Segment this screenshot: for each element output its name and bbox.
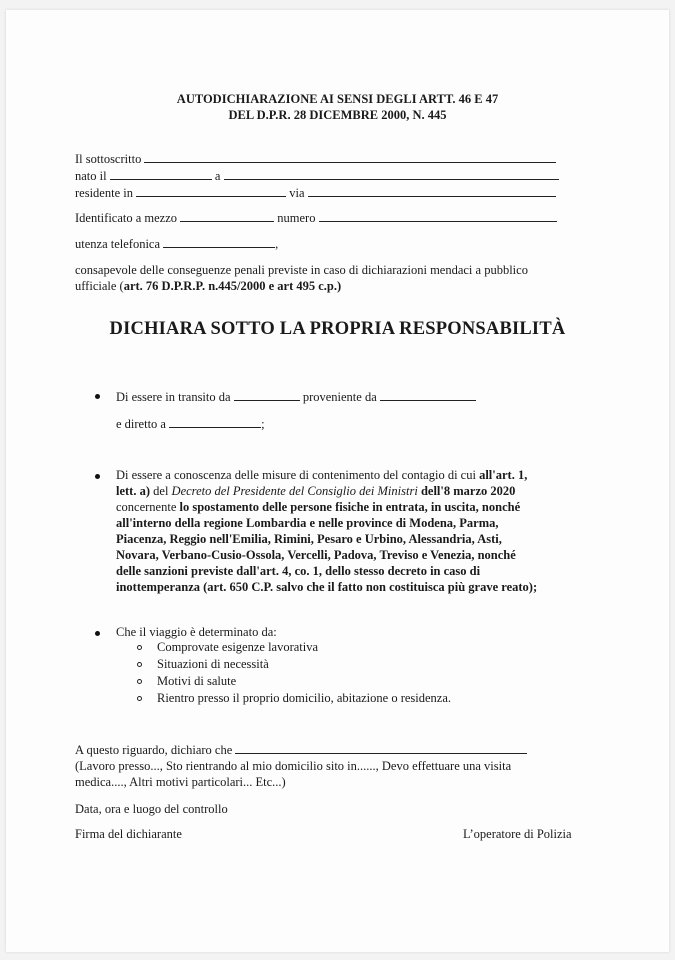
option-circle-icon[interactable] <box>137 645 142 650</box>
label-utenza: utenza telefonica <box>75 237 161 251</box>
consapevole-line1: consapevole delle conseguenze penali previste in caso di dichiarazioni mendaci a pubblico <box>75 263 528 277</box>
decree-bold: dell'8 marzo 2020 <box>417 484 516 498</box>
input-line-nato-il[interactable] <box>110 168 212 180</box>
viaggio-intro: Che il viaggio è determinato da: <box>116 625 277 639</box>
option-rientro[interactable]: Rientro presso il proprio domicilio, abitazione o residenza. <box>157 691 452 705</box>
decree-line1 <box>116 468 527 484</box>
decree-italic: Decreto del Presidente del Consiglio dei Ministri <box>171 484 418 498</box>
decree-text: concernente <box>116 500 180 514</box>
decree-bold: all'art. 1, <box>479 468 528 482</box>
label-nato-il: nato il <box>75 169 107 183</box>
decree-line6: Novara, Verbano-Cusio-Ossola, Vercelli, Padova, Treviso e Venezia, nonché <box>116 548 516 562</box>
label-identificato: Identificato a mezzo <box>75 211 178 225</box>
field-diretto[interactable] <box>116 416 265 432</box>
field-identificato[interactable] <box>75 210 557 226</box>
input-line-utenza[interactable] <box>163 236 275 248</box>
consapevole-bold: art. 76 D.P.R.P. n.445/2000 e art 495 c.p.) <box>123 279 342 293</box>
option-necessita[interactable]: Situazioni di necessità <box>157 657 269 671</box>
document-title-line1: AUTODICHIARAZIONE AI SENSI DEGLI ARTT. 46 E 47 <box>176 92 499 106</box>
decree-text: del <box>150 484 172 498</box>
consapevole-plain: ufficiale ( <box>75 279 124 293</box>
decree-line5: Piacenza, Reggio nell'Emilia, Rimini, Pesaro e Urbino, Alessandria, Asti, <box>116 532 502 546</box>
decree-bold: lett. a) <box>116 484 151 498</box>
option-salute[interactable]: Motivi di salute <box>157 674 237 688</box>
diretto-semicolon: ; <box>261 417 265 431</box>
input-line-numero[interactable] <box>319 210 557 222</box>
field-sottoscritto[interactable] <box>75 151 556 167</box>
decree-text: Di essere a conoscenza delle misure di contenimento del contagio di cui <box>116 468 480 482</box>
label-a: a <box>214 169 221 183</box>
consapevole-line2 <box>75 279 341 295</box>
utenza-comma: , <box>275 237 279 251</box>
document-title-line2: DEL D.P.R. 28 DICEMBRE 2000, N. 445 <box>228 108 447 122</box>
input-line-diretto[interactable] <box>169 416 261 428</box>
decree-line4: all'interno della regione Lombardia e nelle province di Modena, Parma, <box>116 516 499 530</box>
input-line-documento[interactable] <box>180 210 274 222</box>
label-transito: Di essere in transito da <box>116 390 231 404</box>
operatore-polizia: L’operatore di Polizia <box>463 827 572 841</box>
esempio-line2: medica...., Altri motivi particolari... Etc...) <box>75 775 286 789</box>
option-circle-icon[interactable] <box>137 662 142 667</box>
label-via: via <box>289 186 305 200</box>
label-residente-in: residente in <box>75 186 133 200</box>
field-transito[interactable] <box>116 389 476 405</box>
decree-bold: lo spostamento delle persone fisiche in entrata, in uscita, nonché <box>179 500 521 514</box>
decree-line2 <box>116 484 515 500</box>
input-line-luogo-nascita[interactable] <box>224 168 559 180</box>
decree-line8: inottemperanza (art. 650 C.P. salvo che il fatto non costituisca più grave reato); <box>116 580 538 594</box>
field-utenza[interactable] <box>75 236 278 252</box>
esempio-line1: (Lavoro presso..., Sto rientrando al mio domicilio sito in......, Devo effettuare una visita <box>75 759 512 773</box>
option-circle-icon[interactable] <box>137 679 142 684</box>
field-riguardo[interactable] <box>75 742 527 758</box>
label-numero: numero <box>277 211 316 225</box>
bullet-icon <box>95 631 100 636</box>
decree-line3 <box>116 500 520 516</box>
label-proveniente: proveniente da <box>302 390 377 404</box>
input-line-via[interactable] <box>308 185 556 197</box>
label-riguardo: A questo riguardo, dichiaro che <box>75 743 233 757</box>
firma-dichiarante: Firma del dichiarante <box>75 827 182 841</box>
option-lavoro[interactable]: Comprovate esigenze lavorativa <box>157 640 319 654</box>
input-line-transito[interactable] <box>234 389 300 401</box>
data-ora-luogo: Data, ora e luogo del controllo <box>75 802 228 816</box>
decree-line7: delle sanzioni previste dall'art. 4, co. 1, dello stesso decreto in caso di <box>116 564 481 578</box>
input-line-sottoscritto[interactable] <box>144 151 556 163</box>
label-diretto: e diretto a <box>116 417 166 431</box>
input-line-proveniente[interactable] <box>380 389 476 401</box>
bullet-icon <box>95 474 100 479</box>
bullet-icon <box>95 394 100 399</box>
label-sottoscritto: Il sottoscritto <box>75 152 142 166</box>
input-line-residente-in[interactable] <box>136 185 286 197</box>
field-residenza[interactable] <box>75 185 556 201</box>
field-nato[interactable] <box>75 168 559 184</box>
option-circle-icon[interactable] <box>137 696 142 701</box>
dichiara-heading: DICHIARA SOTTO LA PROPRIA RESPONSABILITÀ <box>109 319 566 339</box>
input-line-riguardo[interactable] <box>235 742 527 754</box>
